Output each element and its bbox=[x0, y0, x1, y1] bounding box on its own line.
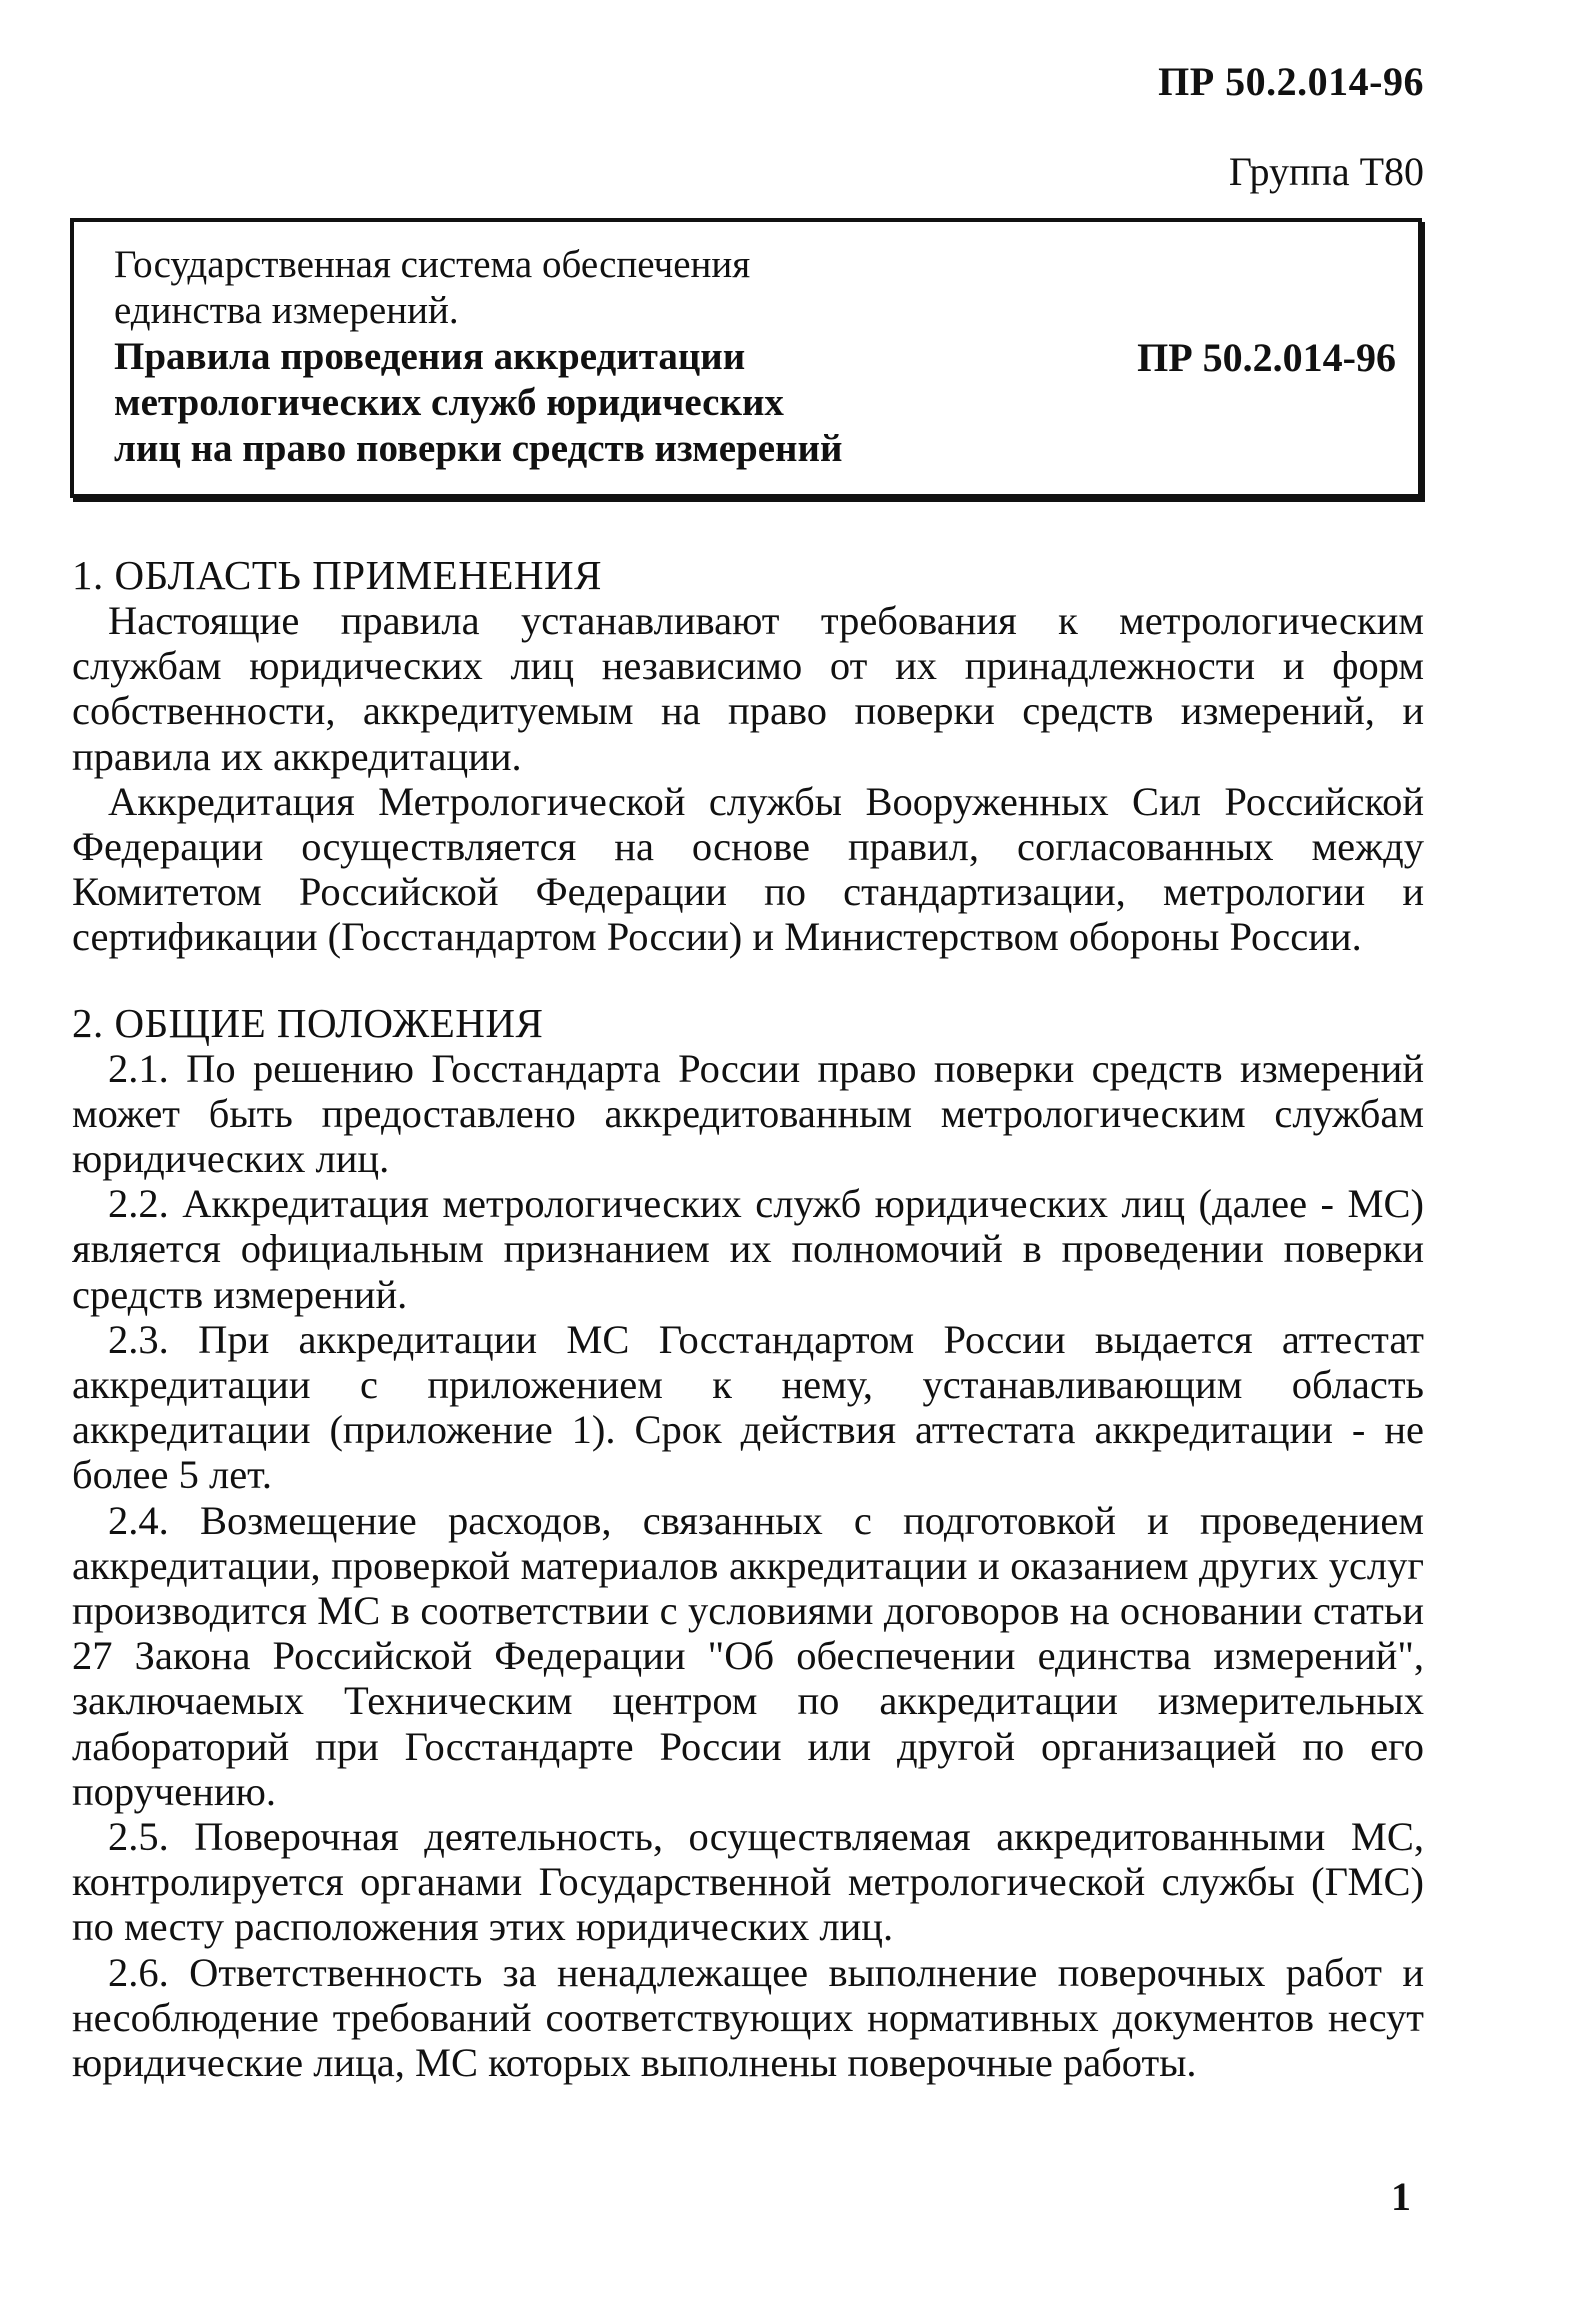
paragraph: 2.3. При аккредитации МС Госстандартом России выдается аттестат аккредитации с приложением к нему, устанавливающим область аккредитации (приложение 1). Срок действия аттестата аккредитации - не более 5 лет. bbox=[72, 1316, 1424, 1498]
paragraph: 2.5. Поверочная деятельность, осуществляемая аккредитованными МС, контролируется органами Государственной метрологической службы (ГМС) по месту расположения этих юридических лиц. bbox=[72, 1814, 1424, 1950]
document-group: Группа Т80 bbox=[1228, 149, 1424, 194]
section-heading: 1. ОБЛАСТЬ ПРИМЕНЕНИЯ bbox=[72, 552, 602, 598]
page-number: 1 bbox=[1391, 2174, 1411, 2219]
paragraph: Настоящие правила устанавливают требования к метрологическим службам юридических лиц независимо от их принадлежности и форм собственности, аккредитуемым на право поверки средств измерений, и правила их аккредитации. bbox=[72, 598, 1424, 779]
title-box-code: ПР 50.2.014-96 bbox=[1137, 335, 1396, 380]
title-box bbox=[70, 218, 1422, 498]
paragraph: 2.4. Возмещение расходов, связанных с подготовкой и проведением аккредитации, проверкой материалов аккредитации и оказанием других услуг производится МС в соответствии с условиями договоров на основании статьи 27 Закона Российской Федерации "Об обеспечении единства измерений", заключаемых Техническим центром по аккредитации измерительных лабораторий при Госстандарте России или другой организацией по его поручению. bbox=[72, 1497, 1424, 1814]
section-general bbox=[72, 1000, 1424, 2086]
paragraph: Аккредитация Метрологической службы Вооруженных Сил Российской Федерации осуществляется на основе правил, согласованных между Комитетом Российской Федерации по стандартизации, метрологии и сертификации (Госстандартом России) и Министерством обороны России. bbox=[72, 778, 1424, 960]
paragraph: 2.6. Ответственность за ненадлежащее выполнение поверочных работ и несоблюдение требований соответствующих нормативных документов несут юридические лица, МС которых выполнены поверочные работы. bbox=[72, 1949, 1424, 2086]
title-line: Государственная система обеспечения bbox=[114, 243, 751, 286]
paragraph: 2.1. По решению Госстандарта России право поверки средств измерений может быть предоставлено аккредитованным метрологическим службам юридических лиц. bbox=[72, 1045, 1424, 1182]
title-line-bold: метрологических служб юридических bbox=[114, 381, 784, 424]
document-code: ПР 50.2.014-96 bbox=[1158, 59, 1424, 104]
document-body bbox=[72, 552, 1424, 2125]
title-line-bold: лиц на право поверки средств измерений bbox=[114, 427, 843, 470]
paragraph: 2.2. Аккредитация метрологических служб юридических лиц (далее - МС) является официальным признанием их полномочий в проведении поверки средств измерений. bbox=[72, 1181, 1424, 1317]
title-text bbox=[114, 242, 994, 472]
title-line-bold: Правила проведения аккредитации bbox=[114, 335, 746, 378]
section-heading: 2. ОБЩИЕ ПОЛОЖЕНИЯ bbox=[72, 999, 544, 1046]
title-line: единства измерений. bbox=[114, 289, 459, 332]
section-scope bbox=[72, 552, 1424, 960]
